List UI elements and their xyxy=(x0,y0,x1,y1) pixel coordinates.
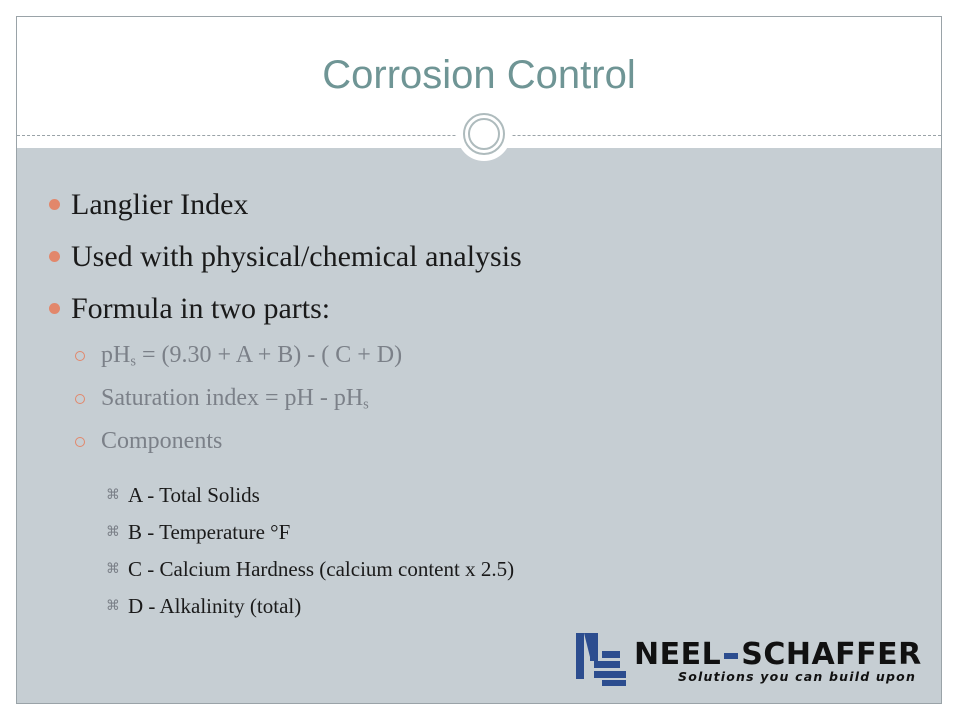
saturation-prefix: Saturation index = pH - pH xyxy=(101,385,364,411)
formula-subscript: s xyxy=(130,353,136,370)
bullet-item: Used with physical/chemical analysis xyxy=(71,240,522,273)
slide-title: Corrosion Control xyxy=(322,53,636,97)
logo-dash xyxy=(724,653,738,659)
sub-bullet-formula xyxy=(101,342,402,371)
cross-bullet-icon: ⌘ xyxy=(106,524,120,540)
saturation-subscript: s xyxy=(363,396,369,413)
ns-logo-mark-icon xyxy=(574,631,630,687)
logo-name xyxy=(634,637,922,672)
logo-tagline: Solutions you can build upon xyxy=(678,669,917,684)
bullet-item: Formula in two parts: xyxy=(71,292,331,325)
bullet-dot-icon xyxy=(49,251,60,262)
component-item: C - Calcium Hardness (calcium content x 2.5) xyxy=(128,557,515,581)
formula-suffix: = (9.30 + A + B) - ( C + D) xyxy=(135,342,403,368)
content-area xyxy=(17,148,941,703)
bullet-item: Langlier Index xyxy=(71,188,249,221)
bullet-dot-icon xyxy=(49,199,60,210)
cross-bullet-icon: ⌘ xyxy=(106,598,120,614)
ring-bullet-icon xyxy=(75,394,85,404)
formula-prefix: pH xyxy=(101,342,131,368)
ring-ornament-icon xyxy=(463,113,505,155)
cross-bullet-icon: ⌘ xyxy=(106,561,120,577)
ring-bullet-icon xyxy=(75,437,85,447)
cross-bullet-icon: ⌘ xyxy=(106,487,120,503)
sub-bullet-saturation xyxy=(101,385,369,414)
slide-frame xyxy=(16,16,942,704)
logo-name-right: SCHAFFER xyxy=(741,637,922,672)
component-item: D - Alkalinity (total) xyxy=(128,594,302,618)
sub-bullet-components: Components xyxy=(101,428,223,454)
bullet-dot-icon xyxy=(49,303,60,314)
inner-ring xyxy=(468,118,500,150)
logo-name-left: NEEL xyxy=(634,637,722,672)
ring-bullet-icon xyxy=(75,351,85,361)
neel-schaffer-logo xyxy=(574,631,922,687)
component-item: B - Temperature °F xyxy=(128,520,291,544)
component-item: A - Total Solids xyxy=(128,483,260,507)
